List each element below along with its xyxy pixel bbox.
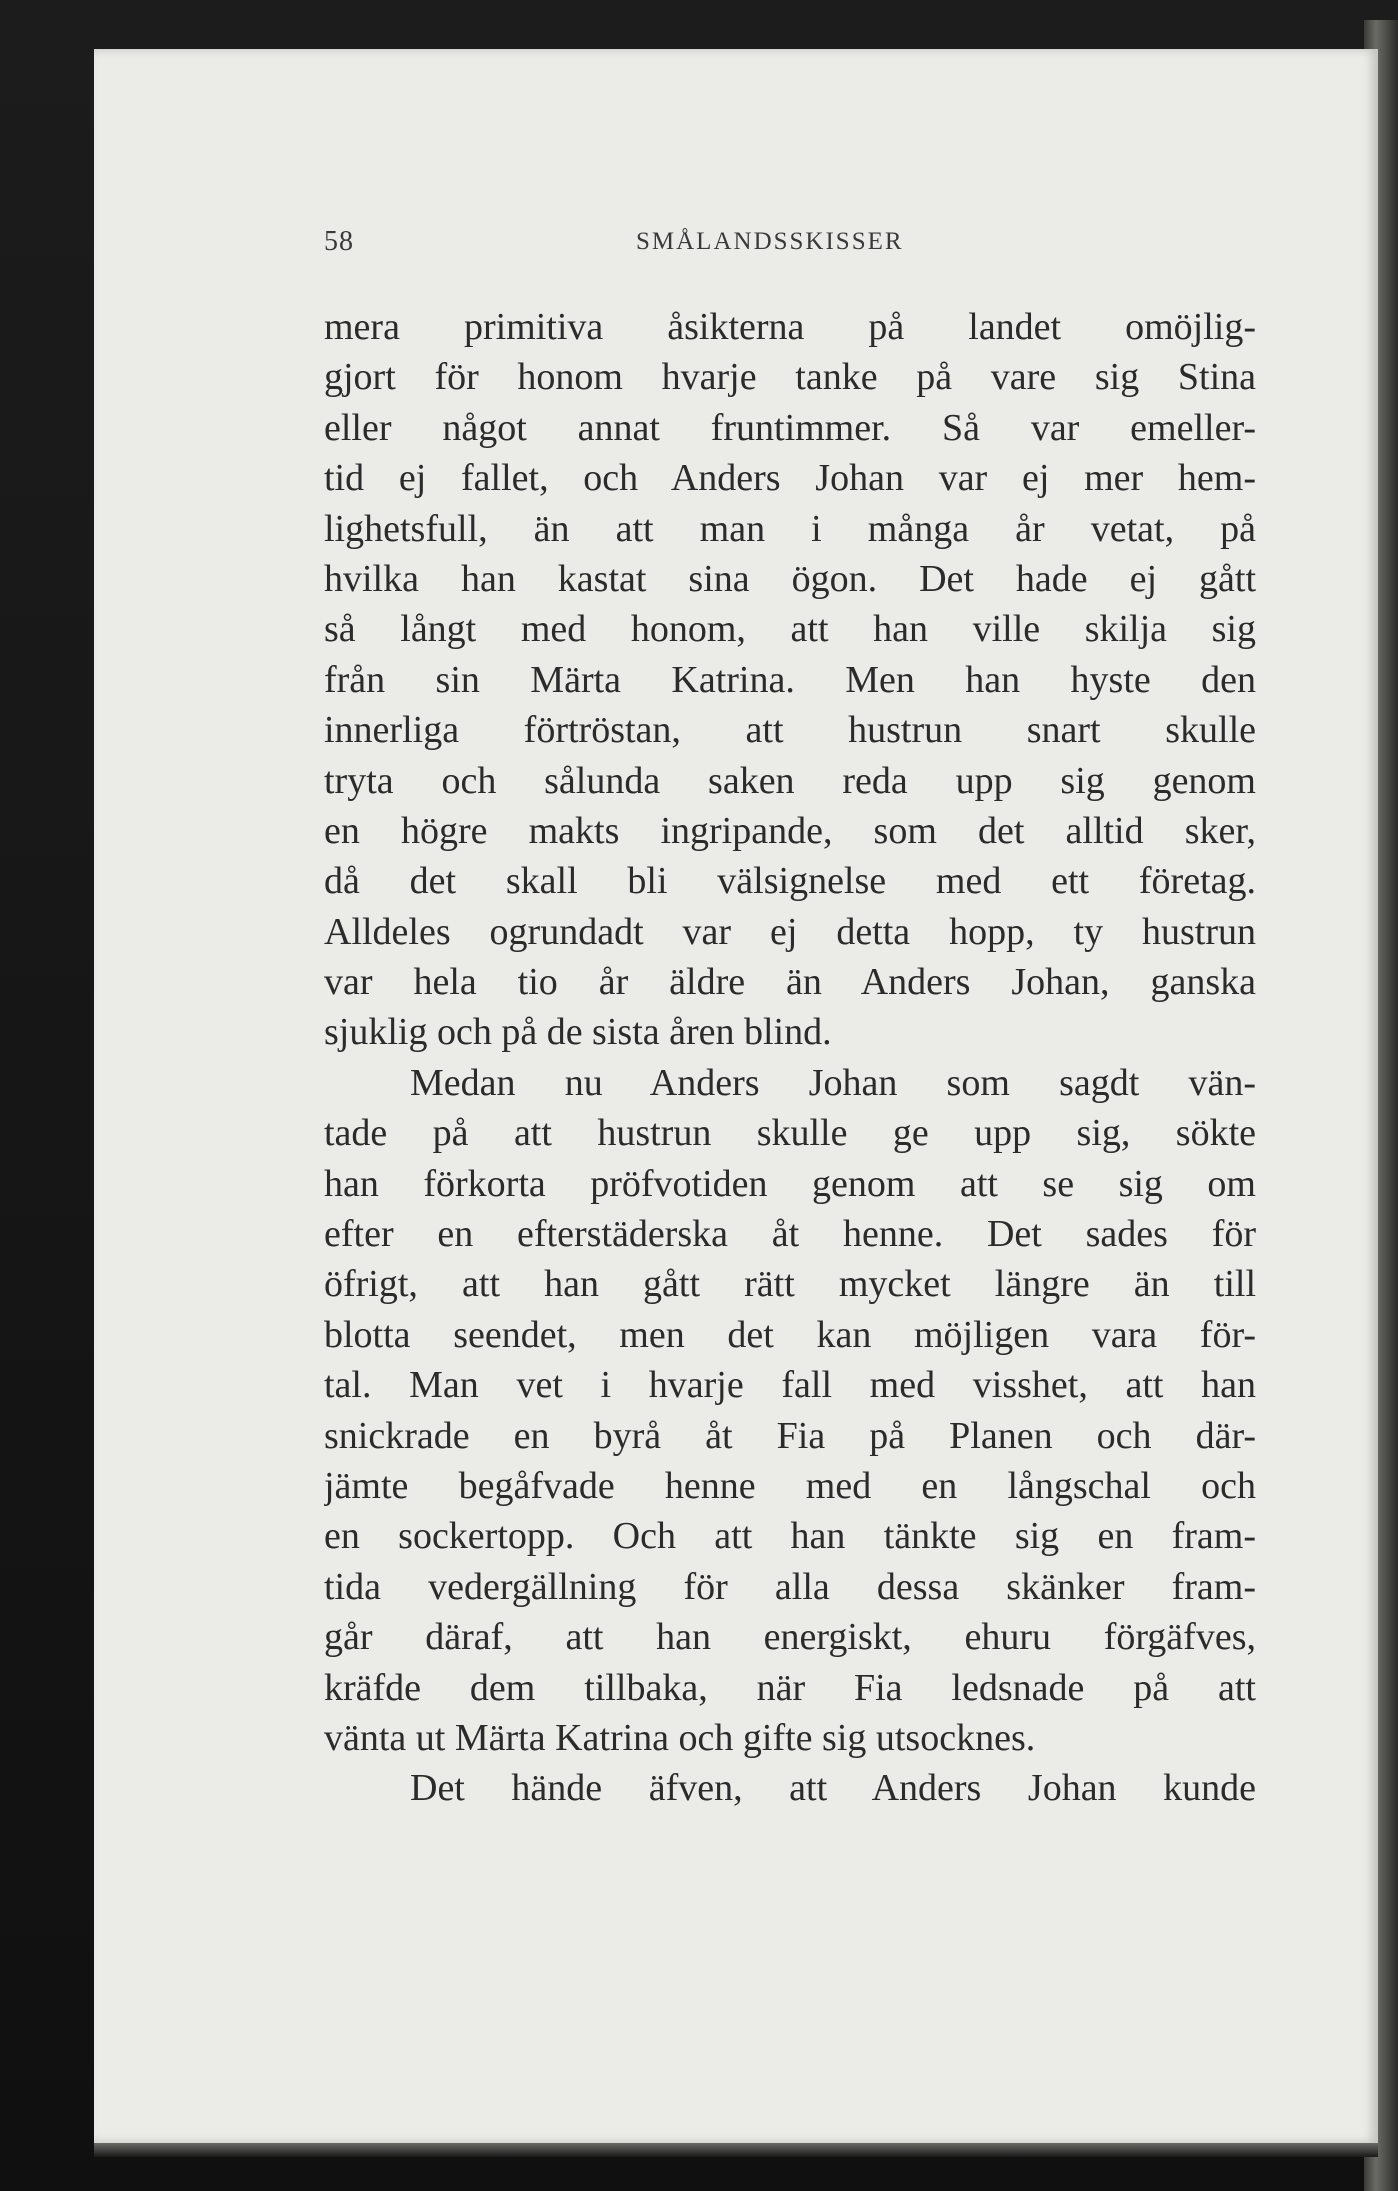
text-line: så långt med honom, att han ville skilja sig bbox=[324, 608, 1256, 651]
text-line: tal. Man vet i hvarje fall med visshet, att han bbox=[324, 1364, 1256, 1407]
paragraph-start-line: Det hände äfven, att Anders Johan kunde bbox=[410, 1767, 1256, 1810]
text-line: hvilka han kastat sina ögon. Det hade ej gått bbox=[324, 557, 1256, 600]
text-line: från sin Märta Katrina. Men han hyste den bbox=[324, 658, 1256, 701]
text-line: innerliga förtröstan, att hustrun snart skulle bbox=[324, 709, 1256, 752]
text-line: efter en efterstäderska åt henne. Det sades för bbox=[324, 1213, 1256, 1256]
running-title: SMÅLANDSSKISSER bbox=[636, 228, 904, 255]
text-line: han förkorta pröfvotiden genom att se sig om bbox=[324, 1162, 1256, 1205]
page-bottom-shadow bbox=[94, 2143, 1378, 2157]
text-line: tade på att hustrun skulle ge upp sig, sökte bbox=[324, 1112, 1256, 1155]
paragraph-start-line: Medan nu Anders Johan som sagdt vän- bbox=[410, 1061, 1256, 1104]
page-number: 58 bbox=[324, 226, 354, 257]
text-line: mera primitiva åsikterna på landet omöjlig- bbox=[324, 306, 1256, 348]
text-line: gjort för honom hvarje tanke på vare sig Stina bbox=[324, 356, 1256, 399]
text-line: tida vedergällning för alla dessa skänker fram- bbox=[324, 1565, 1256, 1608]
text-line: en högre makts ingripande, som det alltid sker, bbox=[324, 809, 1256, 852]
text-line: öfrigt, att han gått rätt mycket längre än till bbox=[324, 1263, 1256, 1306]
text-line: tid ej fallet, och Anders Johan var ej mer hem- bbox=[324, 457, 1256, 500]
text-line: tryta och sålunda saken reda upp sig genom bbox=[324, 759, 1256, 802]
body-text bbox=[324, 302, 1256, 1814]
text-line: eller något annat fruntimmer. Så var emeller- bbox=[324, 406, 1256, 449]
text-line: lighetsfull, än att man i många år vetat, på bbox=[324, 507, 1256, 550]
text-line: Alldeles ogrundadt var ej detta hopp, ty hustrun bbox=[324, 910, 1256, 953]
text-line: en sockertopp. Och att han tänkte sig en fram- bbox=[324, 1515, 1256, 1558]
text-line: blotta seendet, men det kan möjligen vara för- bbox=[324, 1313, 1256, 1356]
text-line: går däraf, att han energiskt, ehuru förgäfves, bbox=[324, 1616, 1256, 1659]
text-line: snickrade en byrå åt Fia på Planen och där- bbox=[324, 1414, 1256, 1457]
text-line: då det skall bli välsignelse med ett företag. bbox=[324, 860, 1256, 903]
text-line: kräfde dem tillbaka, när Fia ledsnade på att bbox=[324, 1666, 1256, 1709]
running-head bbox=[324, 226, 1256, 266]
paragraph-end-line: vänta ut Märta Katrina och gifte sig utsocknes. bbox=[324, 1716, 1036, 1759]
paragraph-end-line: sjuklig och på de sista åren blind. bbox=[324, 1011, 832, 1054]
text-line: jämte begåfvade henne med en långschal och bbox=[324, 1464, 1256, 1507]
text-line: var hela tio år äldre än Anders Johan, ganska bbox=[324, 961, 1256, 1004]
